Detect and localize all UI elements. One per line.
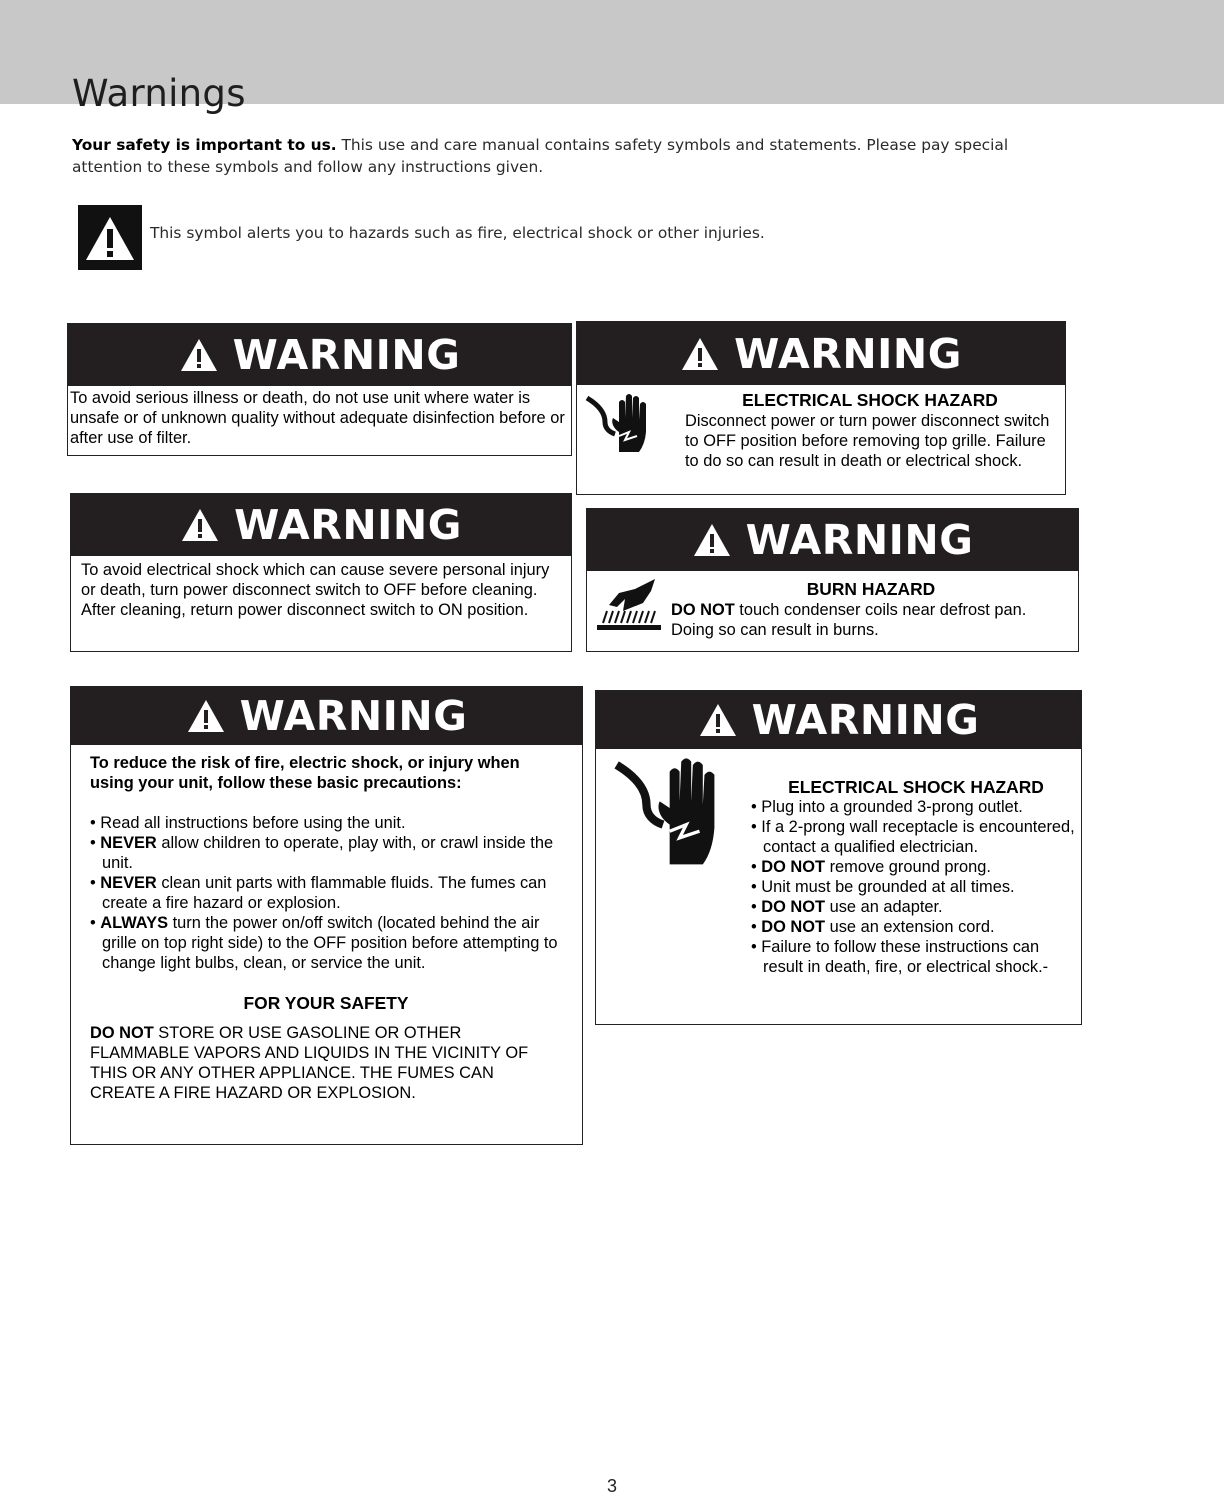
hazard-title: BURN HAZARD bbox=[806, 579, 936, 599]
intro-text: This use and care manual contains safety symbols and statements. Please pay special attention to these symbols and follow any instructions given. bbox=[72, 136, 1009, 176]
list-item: • NEVER clean unit parts with flammable fluids. The fumes can create a fire hazard or explosion. bbox=[90, 873, 562, 913]
warning-triangle-icon bbox=[78, 205, 142, 270]
list-item: • Failure to follow these instructions can result in death, fire, or electrical shock.- bbox=[751, 937, 1081, 977]
warning-body: touch condenser coils near defrost pan. Doing so can result in burns. bbox=[671, 601, 1027, 639]
electrical-shock-hand-icon bbox=[583, 392, 653, 460]
warning-box-cleaning bbox=[70, 493, 572, 652]
safety-body: STORE OR USE GASOLINE OR OTHER FLAMMABLE VAPORS AND LIQUIDS IN THE VICINITY OF THIS OR ANY OTHER APPLIANCE. THE FUMES CAN CREATE A FIRE HAZARD OR EXPLOSION. bbox=[90, 1024, 529, 1102]
burn-hazard-icon bbox=[595, 577, 663, 637]
intro-lead: Your safety is important to us. bbox=[72, 136, 337, 154]
warning-box-grounding bbox=[595, 690, 1082, 1025]
warning-label: WARNING bbox=[751, 696, 980, 744]
warning-triangle-icon bbox=[179, 337, 219, 373]
warning-header bbox=[71, 687, 582, 745]
warning-text: To avoid electrical shock which can cause severe personal injury or death, turn power disconnect switch to OFF before cleaning. After cleaning, return power disconnect switch to ON position. bbox=[81, 561, 550, 619]
list-item: • Read all instructions before using the unit. bbox=[90, 813, 562, 833]
hazard-title: ELECTRICAL SHOCK HAZARD bbox=[742, 390, 998, 410]
warning-header bbox=[68, 324, 571, 386]
warning-triangle-icon bbox=[698, 702, 738, 738]
safety-alert-symbol bbox=[78, 205, 142, 270]
warning-text: To avoid serious illness or death, do not use unit where water is unsafe or of unknown quality without adequate disinfection before or after use of filter. bbox=[70, 389, 565, 447]
warning-label: WARNING bbox=[745, 516, 974, 564]
symbol-description: This symbol alerts you to hazards such as fire, electrical shock or other injuries. bbox=[150, 224, 765, 242]
warning-label: WARNING bbox=[239, 692, 468, 740]
list-item: • If a 2-prong wall receptacle is encountered, contact a qualified electrician. bbox=[751, 817, 1081, 857]
warning-label: WARNING bbox=[234, 501, 462, 549]
list-item: • DO NOT remove ground prong. bbox=[751, 857, 1081, 877]
warning-triangle-icon bbox=[180, 507, 220, 543]
warning-triangle-icon bbox=[680, 336, 720, 372]
precautions-list bbox=[90, 813, 562, 973]
electrical-shock-hand-icon bbox=[610, 755, 726, 875]
warning-triangle-icon bbox=[692, 522, 732, 558]
warning-label: WARNING bbox=[232, 331, 461, 379]
warning-header bbox=[587, 509, 1078, 571]
warning-box-burn bbox=[586, 508, 1079, 652]
safety-lead: DO NOT bbox=[90, 1024, 154, 1042]
warning-header bbox=[71, 494, 571, 556]
list-item: • NEVER allow children to operate, play with, or crawl inside the unit. bbox=[90, 833, 562, 873]
list-item: • DO NOT use an adapter. bbox=[751, 897, 1081, 917]
warning-triangle-icon bbox=[186, 698, 226, 734]
warning-header bbox=[596, 691, 1081, 749]
intro-paragraph bbox=[72, 134, 1072, 178]
warning-box-water bbox=[67, 323, 572, 456]
warning-label: WARNING bbox=[734, 329, 962, 378]
list-item: • ALWAYS turn the power on/off switch (located behind the air grille on top right side) to the OFF position before attempting to change light bulbs, clean, or service the unit. bbox=[90, 913, 562, 973]
warning-box-shock-grille bbox=[576, 321, 1066, 495]
list-item: • DO NOT use an extension cord. bbox=[751, 917, 1081, 937]
page-number: 3 bbox=[606, 1476, 617, 1496]
precautions-heading: To reduce the risk of fire, electric shock, or injury when using your unit, follow these basic precautions: bbox=[90, 754, 520, 792]
hazard-title: ELECTRICAL SHOCK HAZARD bbox=[788, 777, 1044, 797]
list-item: • Plug into a grounded 3-prong outlet. bbox=[751, 797, 1081, 817]
warning-box-precautions bbox=[70, 686, 583, 1145]
warning-lead: DO NOT bbox=[671, 601, 735, 619]
page-title: Warnings bbox=[72, 72, 246, 115]
warning-text bbox=[671, 600, 1071, 640]
list-item: • Unit must be grounded at all times. bbox=[751, 877, 1081, 897]
safety-title: FOR YOUR SAFETY bbox=[243, 993, 409, 1013]
grounding-list bbox=[751, 797, 1081, 977]
warning-header bbox=[577, 322, 1065, 385]
safety-text bbox=[90, 1023, 562, 1103]
warning-text: Disconnect power or turn power disconnect switch to OFF position before removing top grille. Failure to do so can result in death or electrical shock. bbox=[685, 412, 1050, 470]
